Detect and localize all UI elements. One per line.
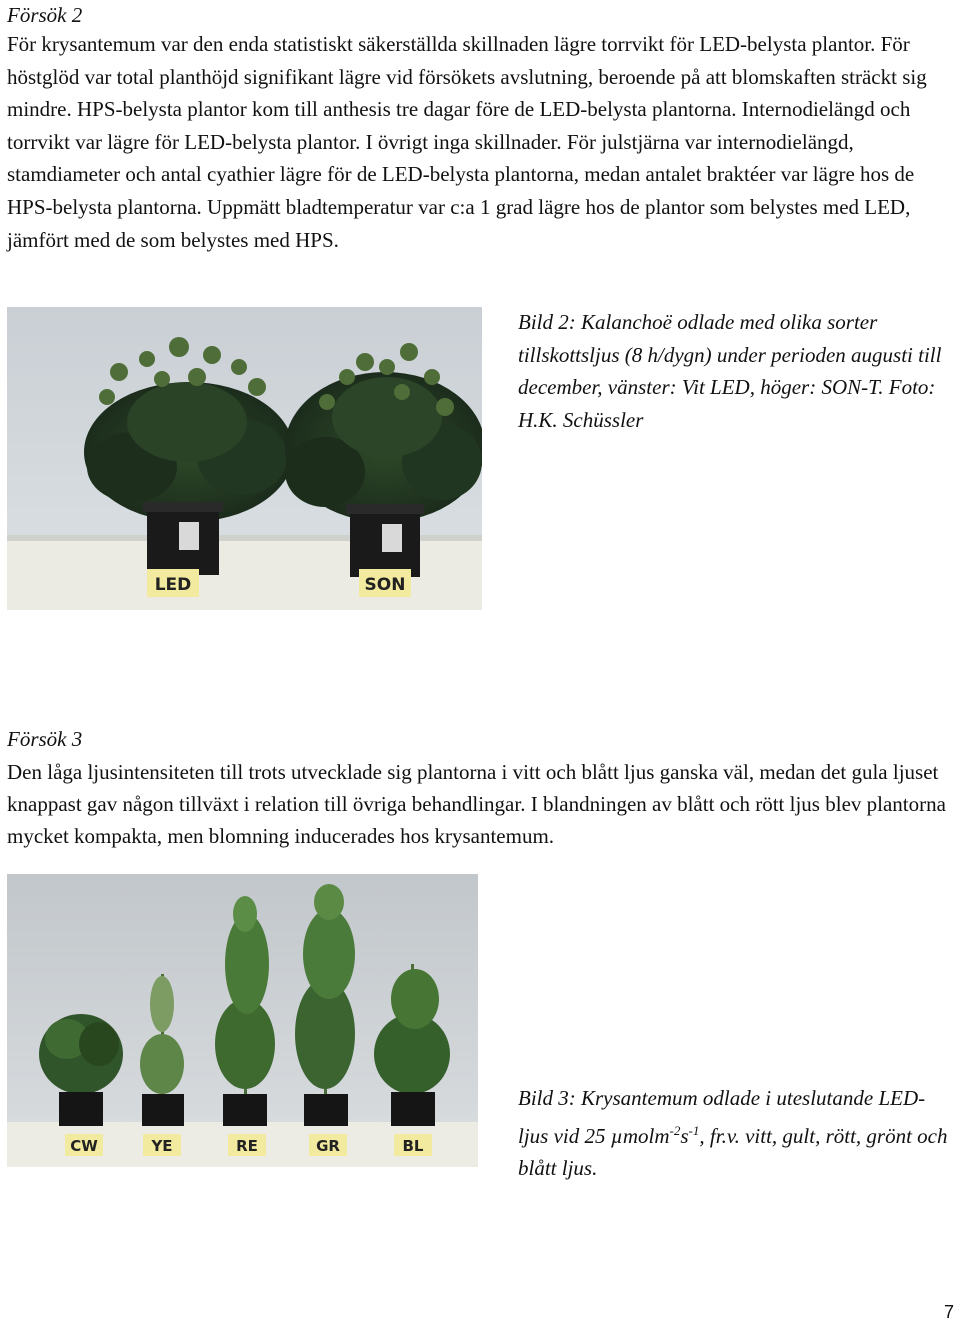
label-re: RE [236, 1137, 258, 1155]
label-bl: BL [402, 1137, 424, 1155]
caption-text-2: s [680, 1123, 689, 1148]
photo-kalanchoe [7, 307, 482, 610]
label-son: SON [364, 575, 406, 595]
label-cw: CW [70, 1137, 98, 1155]
page-number: 7 [943, 1302, 954, 1322]
caption-superscript-2: -1 [688, 1122, 700, 1138]
photo-caption-bild-3 [518, 1082, 948, 1185]
section-3-paragraph: Den låga ljusintensiteten till trots utvecklade sig plantorna i vitt och blått ljus ganska väl, medan det gula ljuset knappast gav någon tillväxt i relation till övriga behandlingar. I blandningen av blått och rött ljus blev plantorna mycket kompakta, men blomning inducerades hos krysantemum. [7, 760, 946, 849]
section-heading-forsok-3: Försök 3 [7, 727, 83, 751]
label-led: LED [154, 575, 192, 595]
photo-krysantemum [7, 874, 478, 1167]
section-heading-forsok-2: Försök 2 [7, 3, 83, 27]
caption-text-1: Bild 3: Krysantemum odlade i uteslutande LED-ljus vid 25 µmolm [518, 1086, 926, 1148]
section-2-paragraph: För krysantemum var den enda statistiskt säkerställda skillnaden lägre torrvikt för LED-belysta plantor. För höstglöd var total planthöjd signifikant lägre vid försökets avslutning, beroende på att blomskaften sträckt sig mindre. HPS-belysta plantor kom till anthesis tre dagar före de LED-belysta plantorna. Internodielängd och torrvikt var lägre för LED-belysta plantor. I övrigt inga skillnader. För julstjärna var internodielängd, stamdiameter och antal cyathier lägre för de LED-belysta plantorna, medan antalet braktéer var lägre hos de HPS-belysta plantorna. Uppmätt bladtemperatur var c:a 1 grad lägre hos de plantor som belystes med LED, jämfört med de som belystes med HPS. [7, 32, 927, 252]
caption-superscript-1: -2 [669, 1122, 681, 1138]
label-gr: GR [316, 1137, 340, 1155]
caption-text-3: , fr.v. vitt, gult, rött, grönt och blått ljus. [518, 1123, 948, 1180]
photo-caption-bild-2: Bild 2: Kalanchoë odlade med olika sorter tillskottsljus (8 h/dygn) under perioden augusti till december, vänster: Vit LED, höger: SON-T. Foto: H.K. Schüssler [518, 310, 942, 432]
label-ye: YE [151, 1137, 173, 1155]
